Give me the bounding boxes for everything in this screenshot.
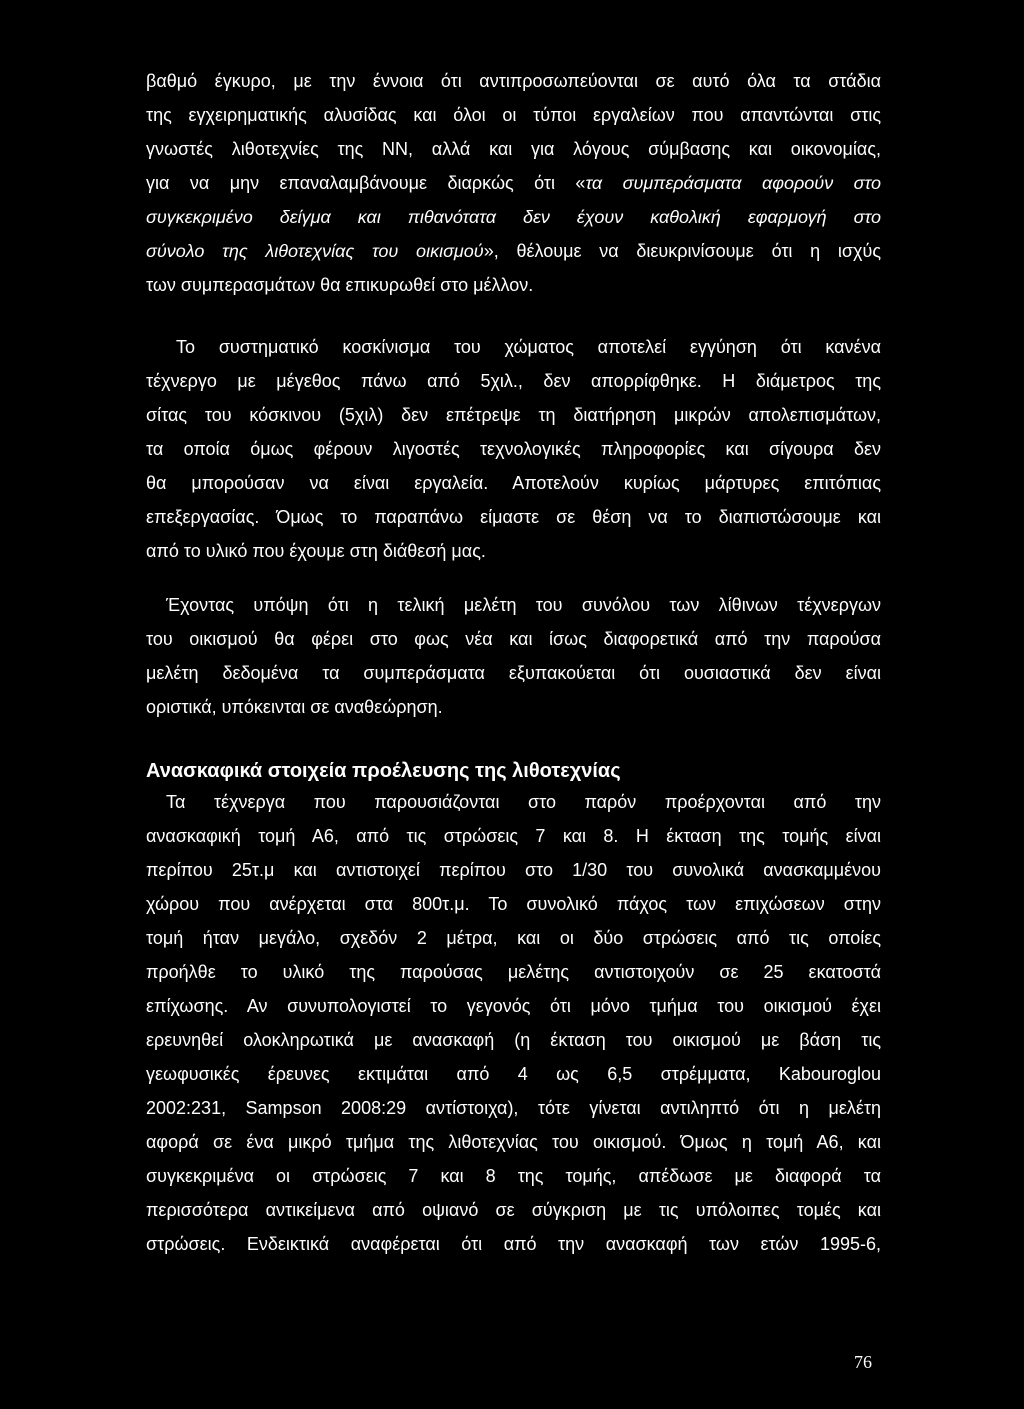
text-line-part: για να μην επαναλαμβάνουμε διαρκώς ότι « <box>146 173 586 193</box>
text-line: χώρου που ανέρχεται στα 800τ.μ. Το συνολικό πάχος των επιχώσεων στην <box>146 894 881 914</box>
text-line <box>146 166 881 200</box>
text-line: ερευνηθεί ολοκληρωτικά με ανασκαφή (η έκταση του οικισμού με βάση τις <box>146 1030 881 1050</box>
text-line-part: », θέλουμε να διευκρινίσουμε ότι η ισχύς <box>483 241 881 261</box>
text-line: γεωφυσικές έρευνες εκτιμάται από 4 ως 6,5 στρέμματα, Kabouroglou <box>146 1064 881 1084</box>
quoted-italic-text: σύνολο της λιθοτεχνίας του οικισμού <box>146 241 484 261</box>
paragraph-4 <box>146 785 881 1261</box>
text-line: οριστικά, υπόκεινται σε αναθεώρηση. <box>146 697 443 717</box>
text-line: τα οποία όμως φέρουν λιγοστές τεχνολογικές πληροφορίες και σίγουρα δεν <box>146 439 881 459</box>
quoted-italic-text: συγκεκριμένο δείγμα και πιθανότατα δεν έχουν καθολική εφαρμογή στο <box>146 207 881 227</box>
section-heading: Ανασκαφικά στοιχεία προέλευσης της λιθοτεχνίας <box>146 760 621 782</box>
text-line: του οικισμού θα φέρει στο φως νέα και ίσως διαφορετικά από την παρούσα <box>146 629 881 649</box>
text-line: από το υλικό που έχουμε στη διάθεσή μας. <box>146 541 486 561</box>
text-line: ανασκαφική τομή Α6, από τις στρώσεις 7 και 8. Η έκταση της τομής είναι <box>146 826 881 846</box>
text-line: σίτας του κόσκινου (5χιλ) δεν επέτρεψε τη διατήρηση μικρών απολεπισμάτων, <box>146 405 881 425</box>
text-line: συγκεκριμένα οι στρώσεις 7 και 8 της τομής, απέδωσε με διαφορά τα <box>146 1166 881 1186</box>
text-line: στρώσεις. Ενδεικτικά αναφέρεται ότι από την ανασκαφή των ετών 1995-6, <box>146 1234 881 1254</box>
text-line: τέχνεργο με μέγεθος πάνω από 5χιλ., δεν απορρίφθηκε. Η διάμετρος της <box>146 371 881 391</box>
text-line: θα μπορούσαν να είναι εργαλεία. Αποτελούν κυρίως μάρτυρες επιτόπιας <box>146 473 881 493</box>
paragraph-1 <box>146 64 881 302</box>
text-line: προήλθε το υλικό της παρούσας μελέτης αντιστοιχούν σε 25 εκατοστά <box>146 962 881 982</box>
quoted-italic-text: τα συμπεράσματα αφορούν στο <box>585 173 881 193</box>
text-line: επίχωσης. Αν συνυπολογιστεί το γεγονός ότι μόνο τμήμα του οικισμού έχει <box>146 996 881 1016</box>
text-line: των συμπερασμάτων θα επικυρωθεί στο μέλλον. <box>146 275 534 295</box>
text-line: επεξεργασίας. Όμως το παραπάνω είμαστε σε θέση να το διαπιστώσουμε και <box>146 507 881 527</box>
text-line: γνωστές λιθοτεχνίες της ΝΝ, αλλά και για λόγους σύμβασης και οικονομίας, <box>146 139 881 159</box>
text-line: τομή ήταν μεγάλο, σχεδόν 2 μέτρα, και οι δύο στρώσεις από τις οποίες <box>146 928 881 948</box>
text-line <box>146 234 881 268</box>
text-line: αφορά σε ένα μικρό τμήμα της λιθοτεχνίας του οικισμού. Όμως η τομή Α6, και <box>146 1132 881 1152</box>
page-number: 76 <box>854 1352 872 1372</box>
paragraph-2 <box>146 330 881 568</box>
text-line: βαθμό έγκυρο, με την έννοια ότι αντιπροσωπεύονται σε αυτό όλα τα στάδια <box>146 71 881 91</box>
text-line: Έχοντας υπόψη ότι η τελική μελέτη του συνόλου των λίθινων τέχνεργων <box>166 595 881 615</box>
text-line: της εγχειρηματικής αλυσίδας και όλοι οι τύποι εργαλείων που απαντώνται στις <box>146 105 881 125</box>
text-line: 2002:231, Sampson 2008:29 αντίστοιχα), τότε γίνεται αντιληπτό ότι η μελέτη <box>146 1098 881 1118</box>
text-line: μελέτη δεδομένα τα συμπεράσματα εξυπακούεται ότι ουσιαστικά δεν είναι <box>146 663 881 683</box>
text-line: Το συστηματικό κοσκίνισμα του χώματος αποτελεί εγγύηση ότι κανένα <box>176 337 881 357</box>
text-line <box>146 200 881 234</box>
paragraph-3 <box>146 588 881 724</box>
text-line: περισσότερα αντικείμενα από οψιανό σε σύγκριση με τις υπόλοιπες τομές και <box>146 1200 881 1220</box>
text-line: περίπου 25τ.μ και αντιστοιχεί περίπου στο 1/30 του συνολικά ανασκαμμένου <box>146 860 881 880</box>
text-line: Τα τέχνεργα που παρουσιάζονται στο παρόν προέρχονται από την <box>166 792 881 812</box>
